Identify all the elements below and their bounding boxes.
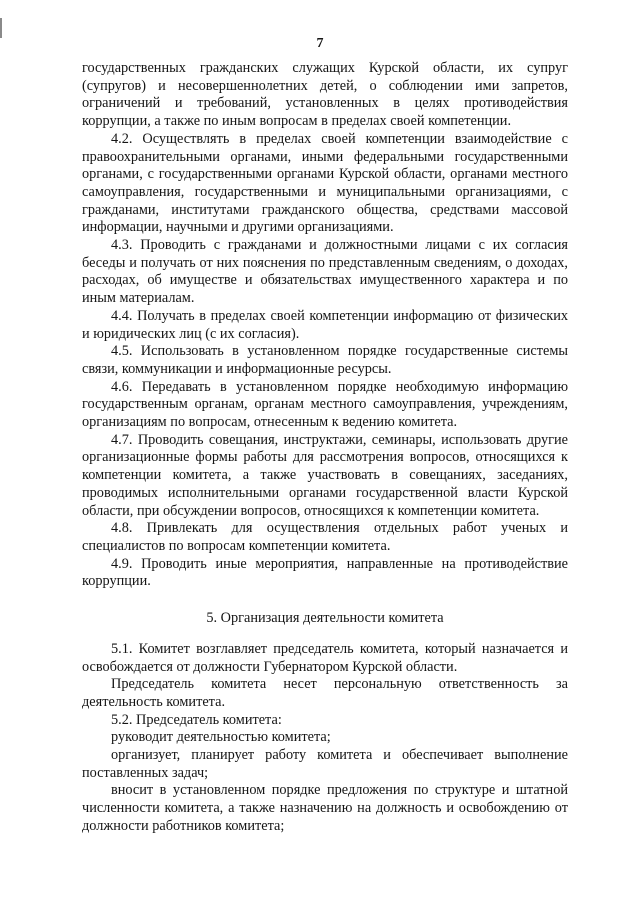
paragraph-4-5: 4.5. Использовать в установленном порядке государственные системы связи, коммуникации и информационные ресурсы. [82, 343, 568, 377]
paragraph-4-2: 4.2. Осуществлять в пределах своей компетенции взаимодействие с правоохранительными органами, иными федеральными государственными органами, с государственными органами Курской области, органами местного самоуправления, государственными и муниципальными организациями, с гражданами, институтами гражданского общества, средствами массовой информации, научными и другими организациями. [82, 130, 568, 236]
paragraph-4-7: 4.7. Проводить совещания, инструктажи, семинары, использовать другие организационные формы работы для рассмотрения вопросов, относящихся к компетенции комитета, а также участвовать в совещаниях, заседаниях, проводимых исполнительными органами государственной власти Курской области, при обсуждении вопросов, относящихся к компетенции комитета. [82, 431, 568, 519]
paragraph-4-4: 4.4. Получать в пределах своей компетенции информацию от физических и юридических лиц (с их согласия). [82, 307, 568, 342]
paragraph-4-1-continuation: государственных гражданских служащих Курской области, их супруг (супругов) и несовершеннолетних детей, о соблюдении ими запретов, ограничений и требований, установленных в целях противодействия коррупции, а также по иным вопросам в пределах своей компетенции. [82, 60, 568, 130]
paragraph-chairman-responsibility: Председатель комитета несет персональную ответственность за деятельность комитета. [82, 676, 568, 710]
paragraph-5-1: 5.1. Комитет возглавляет председатель комитета, который назначается и освобождается от должности Губернатором Курской области. [82, 640, 568, 675]
paragraph-5-2: 5.2. Председатель комитета: [111, 711, 282, 728]
scan-edge-mark [0, 18, 2, 38]
paragraph-4-9: 4.9. Проводить иные мероприятия, направленные на противодействие коррупции. [82, 555, 568, 590]
paragraph-4-8: 4.8. Привлекать для осуществления отдельных работ ученых и специалистов по вопросам компетенции комитета. [82, 520, 568, 554]
page-number: 7 [316, 36, 324, 51]
section-heading: 5. Организация деятельности комитета [206, 610, 444, 627]
document-body [82, 60, 568, 836]
paragraph-4-6: 4.6. Передавать в установленном порядке необходимую информацию государственным органам, органам местного самоуправления, учреждениям, организациям по вопросам, отнесенным к ведению комитета. [82, 378, 568, 431]
paragraph-duty-manages: руководит деятельностью комитета; [111, 729, 331, 746]
paragraph-duty-organizes: организует, планирует работу комитета и обеспечивает выполнение поставленных задач; [82, 747, 568, 781]
paragraph-duty-proposes: вносит в установленном порядке предложения по структуре и штатной численности комитета, а также назначению на должность и освобождению от должности работников комитета; [82, 782, 568, 834]
paragraph-4-3: 4.3. Проводить с гражданами и должностными лицами с их согласия беседы и получать от них пояснения по представленным сведениям, о доходах, расходах, об имуществе и обязательствах имущественного характера и по иным материалам. [82, 237, 568, 307]
